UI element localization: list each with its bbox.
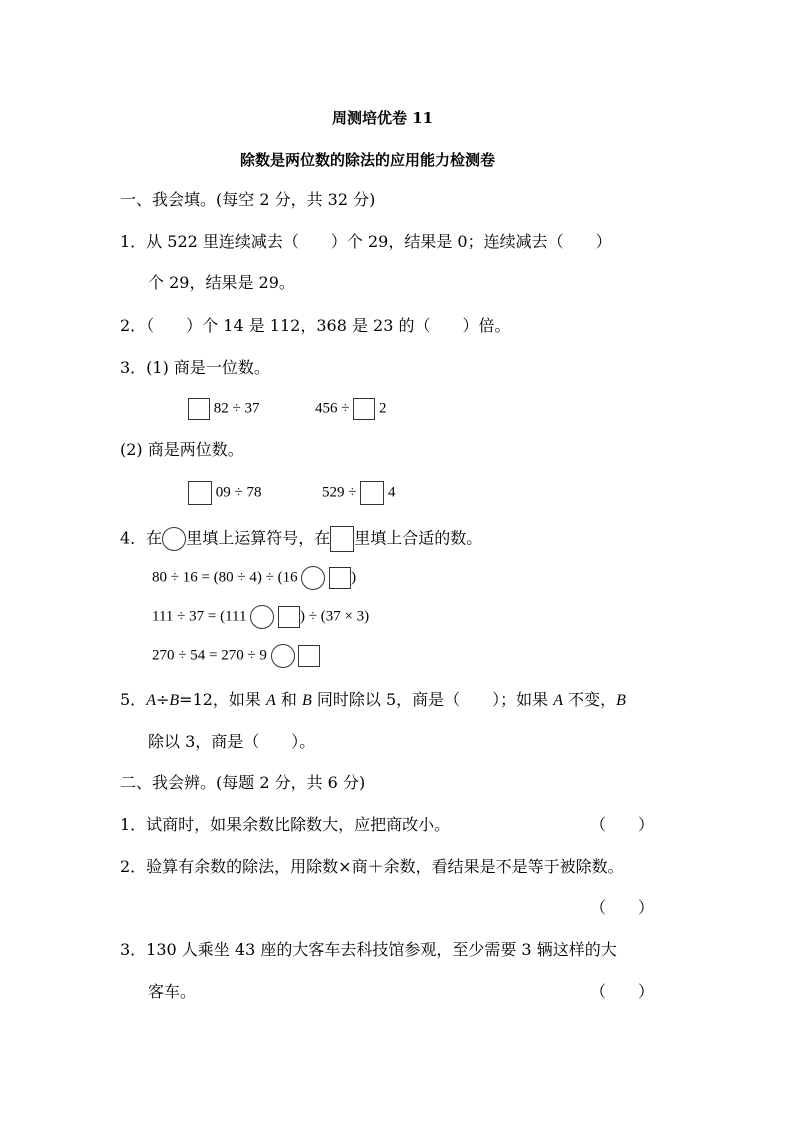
division-sign: ÷ bbox=[155, 690, 170, 709]
judge-question-3-line-1: 3．130 人乘坐 43 座的大客车去科技馆参观，至少需要 3 辆这样的大 bbox=[120, 940, 617, 959]
question-4-equation-1 bbox=[152, 566, 356, 590]
judge-answer-paren-1[interactable]: （ ） bbox=[590, 815, 655, 834]
question-4-instruction bbox=[120, 526, 482, 552]
equation-text: 111 ÷ 37 = (111 bbox=[152, 608, 251, 625]
instruction-text: 4．在 bbox=[120, 528, 163, 548]
variable-a: A bbox=[553, 692, 563, 709]
judge-question-1: 1．试商时，如果余数比除数大，应把商改小。 bbox=[120, 815, 451, 834]
question-text: 同时除以 5，商是（ ）；如果 bbox=[311, 690, 554, 709]
page-subtitle: 除数是两位数的除法的应用能力检测卷 bbox=[240, 151, 496, 169]
question-1-line-2: 个 29，结果是 29。 bbox=[148, 273, 295, 292]
judge-question-2: 2．验算有余数的除法，用除数×商＋余数，看结果是不是等于被除数。 bbox=[120, 857, 624, 876]
operator-circle[interactable] bbox=[301, 566, 325, 590]
answer-box[interactable] bbox=[188, 481, 212, 505]
answer-box[interactable] bbox=[278, 606, 300, 628]
variable-a: A bbox=[146, 692, 156, 709]
question-3-expression-1a bbox=[188, 398, 259, 420]
expression-text: 2 bbox=[378, 400, 387, 417]
expression-text: 456 ÷ bbox=[315, 400, 354, 417]
question-2: 2．（ ）个 14 是 112，368 是 23 的（ ）倍。 bbox=[120, 316, 511, 335]
equation-text: 270 ÷ 54 = 270 ÷ 9 bbox=[152, 647, 271, 664]
question-number: 5． bbox=[120, 690, 147, 709]
question-3-expression-2b bbox=[322, 481, 395, 505]
question-text: 不变， bbox=[563, 690, 617, 709]
question-5-line-1 bbox=[120, 690, 626, 711]
equation-text: 80 ÷ 16 = (80 ÷ 4) ÷ (16 bbox=[152, 569, 302, 586]
expression-text: 529 ÷ bbox=[322, 484, 361, 501]
page-title: 周测培优卷 11 bbox=[332, 109, 434, 127]
question-3-expression-1b bbox=[315, 398, 386, 420]
expression-text: 09 ÷ 78 bbox=[215, 484, 262, 501]
expression-text: 4 bbox=[387, 484, 396, 501]
judge-answer-paren-3[interactable]: （ ） bbox=[590, 982, 655, 1001]
variable-b: B bbox=[301, 692, 312, 709]
section-one-heading: 一、我会填。(每空 2 分，共 32 分) bbox=[120, 190, 376, 209]
question-4-equation-3 bbox=[152, 644, 320, 668]
answer-box[interactable] bbox=[188, 398, 210, 420]
instruction-text: 里填上合适的数。 bbox=[354, 528, 483, 548]
question-3-part-2: (2) 商是两位数。 bbox=[120, 440, 244, 459]
question-1-line-1: 1．从 522 里连续减去（ ）个 29，结果是 0；连续减去（ ） bbox=[120, 232, 612, 251]
section-two-heading: 二、我会辨。(每题 2 分，共 6 分) bbox=[120, 773, 366, 792]
variable-b: B bbox=[169, 692, 180, 709]
judge-answer-paren-2[interactable]: （ ） bbox=[590, 898, 655, 917]
operator-circle[interactable] bbox=[250, 605, 274, 629]
variable-b: B bbox=[616, 692, 626, 709]
instruction-text: 里填上运算符号，在 bbox=[186, 528, 331, 548]
operator-circle[interactable] bbox=[271, 644, 295, 668]
circle-symbol-icon bbox=[162, 527, 186, 551]
question-4-equation-2 bbox=[152, 605, 369, 629]
expression-text: 82 ÷ 37 bbox=[213, 400, 260, 417]
judge-question-3-line-2: 客车。 bbox=[148, 982, 197, 1001]
answer-box[interactable] bbox=[329, 567, 351, 589]
answer-box[interactable] bbox=[360, 481, 384, 505]
question-5-line-2: 除以 3，商是（ ）。 bbox=[148, 732, 316, 751]
equation-text: ) ÷ (37 × 3) bbox=[299, 608, 370, 625]
equation-text: ) bbox=[351, 569, 357, 586]
answer-box[interactable] bbox=[353, 398, 375, 420]
square-symbol-icon bbox=[330, 526, 354, 552]
question-text: =12，如果 bbox=[179, 690, 267, 709]
question-3-expression-2a bbox=[188, 481, 261, 505]
variable-a: A bbox=[266, 692, 276, 709]
question-text: 和 bbox=[275, 690, 302, 709]
question-3-part-1: 3．(1) 商是一位数。 bbox=[120, 358, 270, 377]
answer-box[interactable] bbox=[298, 645, 320, 667]
